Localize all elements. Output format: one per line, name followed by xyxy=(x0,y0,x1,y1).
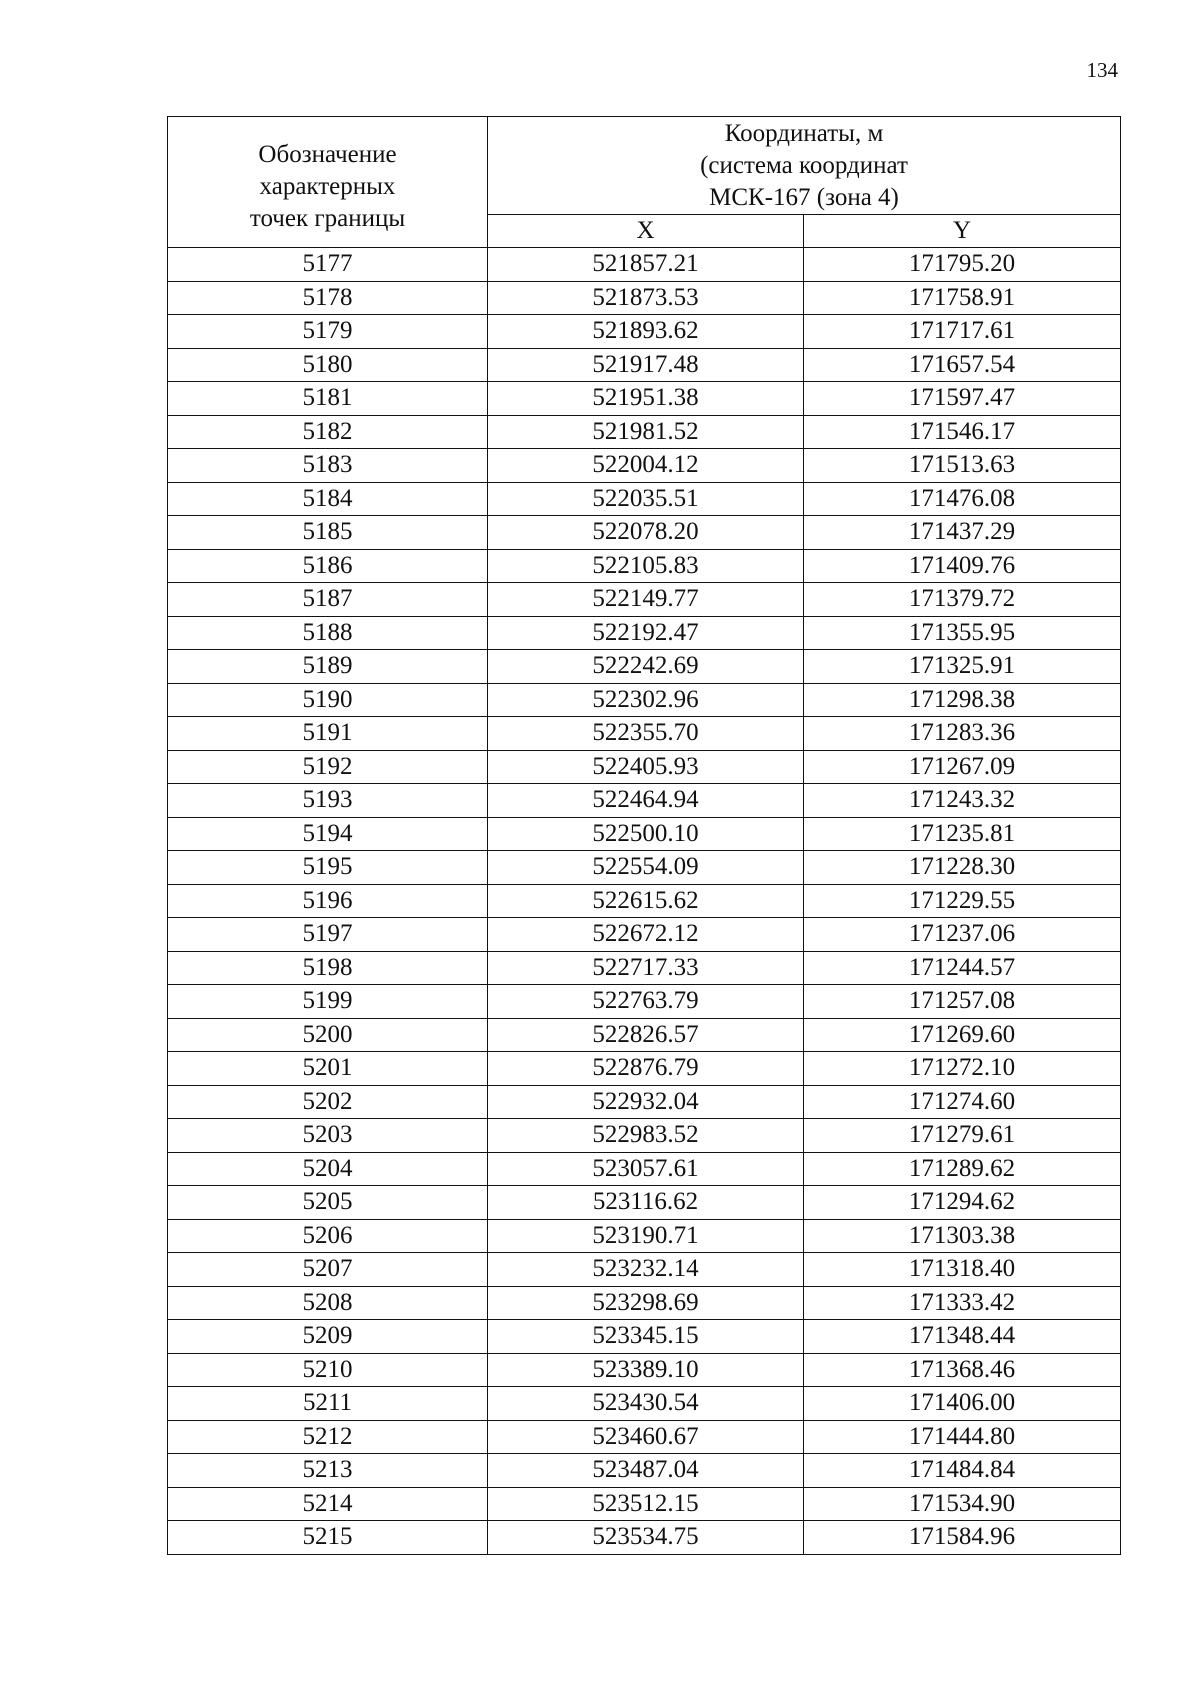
point-cell: 5204 xyxy=(168,1152,488,1186)
table-row xyxy=(168,750,1121,784)
point-cell: 5201 xyxy=(168,1052,488,1086)
x-coordinate-cell: 522105.83 xyxy=(488,549,804,583)
x-coordinate-cell: 523232.14 xyxy=(488,1253,804,1287)
table-row xyxy=(168,1085,1121,1119)
x-coordinate-cell: 523190.71 xyxy=(488,1219,804,1253)
table-row xyxy=(168,1353,1121,1387)
point-cell: 5186 xyxy=(168,549,488,583)
y-coordinate-cell: 171444.80 xyxy=(804,1420,1121,1454)
x-coordinate-cell: 522983.52 xyxy=(488,1119,804,1153)
y-coordinate-cell: 171228.30 xyxy=(804,851,1121,885)
table-row xyxy=(168,382,1121,416)
table-row xyxy=(168,1219,1121,1253)
y-coordinate-cell: 171257.08 xyxy=(804,985,1121,1019)
y-coordinate-cell: 171272.10 xyxy=(804,1052,1121,1086)
y-coordinate-cell: 171243.32 xyxy=(804,784,1121,818)
x-coordinate-cell: 521893.62 xyxy=(488,315,804,349)
table-row xyxy=(168,951,1121,985)
point-cell: 5194 xyxy=(168,817,488,851)
y-coordinate-cell: 171229.55 xyxy=(804,884,1121,918)
table-row xyxy=(168,1320,1121,1354)
x-coordinate-cell: 521857.21 xyxy=(488,248,804,282)
point-cell: 5208 xyxy=(168,1286,488,1320)
y-coordinate-cell: 171437.29 xyxy=(804,516,1121,550)
table-row xyxy=(168,683,1121,717)
table-row xyxy=(168,784,1121,818)
point-column-header xyxy=(168,117,488,248)
x-coordinate-cell: 521873.53 xyxy=(488,281,804,315)
table-body xyxy=(168,248,1121,1555)
table-row xyxy=(168,482,1121,516)
y-coordinate-cell: 171534.90 xyxy=(804,1487,1121,1521)
table-row xyxy=(168,281,1121,315)
table-row xyxy=(168,717,1121,751)
y-coordinate-cell: 171795.20 xyxy=(804,248,1121,282)
y-coordinate-cell: 171717.61 xyxy=(804,315,1121,349)
x-coordinate-cell: 523116.62 xyxy=(488,1186,804,1220)
point-cell: 5213 xyxy=(168,1454,488,1488)
y-coordinate-cell: 171513.63 xyxy=(804,449,1121,483)
point-cell: 5180 xyxy=(168,348,488,382)
point-cell: 5195 xyxy=(168,851,488,885)
point-cell: 5182 xyxy=(168,415,488,449)
y-coordinate-cell: 171368.46 xyxy=(804,1353,1121,1387)
x-coordinate-cell: 523487.04 xyxy=(488,1454,804,1488)
x-coordinate-cell: 523057.61 xyxy=(488,1152,804,1186)
point-cell: 5196 xyxy=(168,884,488,918)
coords-header-line-1: Координаты, м xyxy=(724,119,884,147)
point-cell: 5185 xyxy=(168,516,488,550)
table-row xyxy=(168,583,1121,617)
x-coordinate-cell: 522355.70 xyxy=(488,717,804,751)
x-coordinate-cell: 522826.57 xyxy=(488,1018,804,1052)
y-coordinate-cell: 171269.60 xyxy=(804,1018,1121,1052)
point-cell: 5203 xyxy=(168,1119,488,1153)
y-coordinate-cell: 171235.81 xyxy=(804,817,1121,851)
point-cell: 5178 xyxy=(168,281,488,315)
table-row xyxy=(168,884,1121,918)
point-header-line-2: характерных xyxy=(259,173,396,200)
x-coordinate-cell: 522554.09 xyxy=(488,851,804,885)
point-cell: 5215 xyxy=(168,1521,488,1555)
table-row xyxy=(168,1186,1121,1220)
table-row xyxy=(168,549,1121,583)
y-coordinate-cell: 171333.42 xyxy=(804,1286,1121,1320)
y-coordinate-cell: 171289.62 xyxy=(804,1152,1121,1186)
point-cell: 5212 xyxy=(168,1420,488,1454)
x-coordinate-cell: 523512.15 xyxy=(488,1487,804,1521)
table-row xyxy=(168,851,1121,885)
x-coordinate-cell: 522004.12 xyxy=(488,449,804,483)
x-column-header: X xyxy=(488,215,804,248)
x-coordinate-cell: 523430.54 xyxy=(488,1387,804,1421)
point-cell: 5211 xyxy=(168,1387,488,1421)
point-cell: 5189 xyxy=(168,650,488,684)
point-cell: 5193 xyxy=(168,784,488,818)
point-cell: 5198 xyxy=(168,951,488,985)
y-coordinate-cell: 171267.09 xyxy=(804,750,1121,784)
y-coordinate-cell: 171325.91 xyxy=(804,650,1121,684)
x-coordinate-cell: 522149.77 xyxy=(488,583,804,617)
y-coordinate-cell: 171476.08 xyxy=(804,482,1121,516)
point-header-line-1: Обозначение xyxy=(258,141,397,168)
table-row xyxy=(168,348,1121,382)
point-cell: 5214 xyxy=(168,1487,488,1521)
point-cell: 5191 xyxy=(168,717,488,751)
point-cell: 5210 xyxy=(168,1353,488,1387)
point-cell: 5177 xyxy=(168,248,488,282)
point-cell: 5207 xyxy=(168,1253,488,1287)
table-row xyxy=(168,817,1121,851)
table-row xyxy=(168,918,1121,952)
point-cell: 5190 xyxy=(168,683,488,717)
x-coordinate-cell: 523298.69 xyxy=(488,1286,804,1320)
x-coordinate-cell: 523389.10 xyxy=(488,1353,804,1387)
table-row xyxy=(168,516,1121,550)
y-coordinate-cell: 171318.40 xyxy=(804,1253,1121,1287)
x-coordinate-cell: 522876.79 xyxy=(488,1052,804,1086)
x-coordinate-cell: 522464.94 xyxy=(488,784,804,818)
y-coordinate-cell: 171279.61 xyxy=(804,1119,1121,1153)
x-coordinate-cell: 522717.33 xyxy=(488,951,804,985)
x-coordinate-cell: 521981.52 xyxy=(488,415,804,449)
x-coordinate-cell: 523460.67 xyxy=(488,1420,804,1454)
x-coordinate-cell: 522242.69 xyxy=(488,650,804,684)
point-cell: 5183 xyxy=(168,449,488,483)
table-row xyxy=(168,616,1121,650)
x-coordinate-cell: 521917.48 xyxy=(488,348,804,382)
table-row xyxy=(168,1119,1121,1153)
coordinates-column-header xyxy=(488,117,1121,215)
y-column-header: Y xyxy=(804,215,1121,248)
point-cell: 5184 xyxy=(168,482,488,516)
x-coordinate-cell: 522615.62 xyxy=(488,884,804,918)
x-coordinate-cell: 522078.20 xyxy=(488,516,804,550)
table-row xyxy=(168,1454,1121,1488)
table-row xyxy=(168,1286,1121,1320)
table-row xyxy=(168,315,1121,349)
x-coordinate-cell: 522302.96 xyxy=(488,683,804,717)
table-row xyxy=(168,415,1121,449)
table-row xyxy=(168,248,1121,282)
y-coordinate-cell: 171484.84 xyxy=(804,1454,1121,1488)
point-cell: 5181 xyxy=(168,382,488,416)
point-cell: 5188 xyxy=(168,616,488,650)
y-coordinate-cell: 171406.00 xyxy=(804,1387,1121,1421)
y-coordinate-cell: 171546.17 xyxy=(804,415,1121,449)
y-coordinate-cell: 171597.47 xyxy=(804,382,1121,416)
y-coordinate-cell: 171758.91 xyxy=(804,281,1121,315)
table-row xyxy=(168,650,1121,684)
x-coordinate-cell: 523534.75 xyxy=(488,1521,804,1555)
point-cell: 5202 xyxy=(168,1085,488,1119)
x-coordinate-cell: 522405.93 xyxy=(488,750,804,784)
y-coordinate-cell: 171409.76 xyxy=(804,549,1121,583)
y-coordinate-cell: 171274.60 xyxy=(804,1085,1121,1119)
table-row xyxy=(168,1018,1121,1052)
y-coordinate-cell: 171244.57 xyxy=(804,951,1121,985)
x-coordinate-cell: 522035.51 xyxy=(488,482,804,516)
y-coordinate-cell: 171283.36 xyxy=(804,717,1121,751)
y-coordinate-cell: 171303.38 xyxy=(804,1219,1121,1253)
y-coordinate-cell: 171237.06 xyxy=(804,918,1121,952)
coords-header-line-3: МСК-167 (зона 4) xyxy=(709,183,899,211)
table-row xyxy=(168,1521,1121,1555)
coordinates-table xyxy=(167,116,1121,1555)
x-coordinate-cell: 523345.15 xyxy=(488,1320,804,1354)
y-coordinate-cell: 171584.96 xyxy=(804,1521,1121,1555)
table-row xyxy=(168,985,1121,1019)
y-coordinate-cell: 171348.44 xyxy=(804,1320,1121,1354)
x-coordinate-cell: 522672.12 xyxy=(488,918,804,952)
point-cell: 5206 xyxy=(168,1219,488,1253)
x-coordinate-cell: 521951.38 xyxy=(488,382,804,416)
y-coordinate-cell: 171379.72 xyxy=(804,583,1121,617)
table-row xyxy=(168,1152,1121,1186)
table-row xyxy=(168,1052,1121,1086)
point-cell: 5200 xyxy=(168,1018,488,1052)
point-cell: 5179 xyxy=(168,315,488,349)
x-coordinate-cell: 522763.79 xyxy=(488,985,804,1019)
table-row xyxy=(168,1387,1121,1421)
point-cell: 5209 xyxy=(168,1320,488,1354)
y-coordinate-cell: 171355.95 xyxy=(804,616,1121,650)
point-cell: 5187 xyxy=(168,583,488,617)
y-coordinate-cell: 171294.62 xyxy=(804,1186,1121,1220)
table-row xyxy=(168,449,1121,483)
page-number: 134 xyxy=(1086,58,1118,82)
point-cell: 5197 xyxy=(168,918,488,952)
point-cell: 5192 xyxy=(168,750,488,784)
coords-header-line-2: (система координат xyxy=(700,151,908,179)
point-header-line-3: точек границы xyxy=(249,205,406,232)
y-coordinate-cell: 171298.38 xyxy=(804,683,1121,717)
x-coordinate-cell: 522932.04 xyxy=(488,1085,804,1119)
point-cell: 5205 xyxy=(168,1186,488,1220)
point-cell: 5199 xyxy=(168,985,488,1019)
table-row xyxy=(168,1253,1121,1287)
table-header xyxy=(168,117,1121,248)
table-row xyxy=(168,1420,1121,1454)
x-coordinate-cell: 522500.10 xyxy=(488,817,804,851)
y-coordinate-cell: 171657.54 xyxy=(804,348,1121,382)
x-coordinate-cell: 522192.47 xyxy=(488,616,804,650)
table-row xyxy=(168,1487,1121,1521)
